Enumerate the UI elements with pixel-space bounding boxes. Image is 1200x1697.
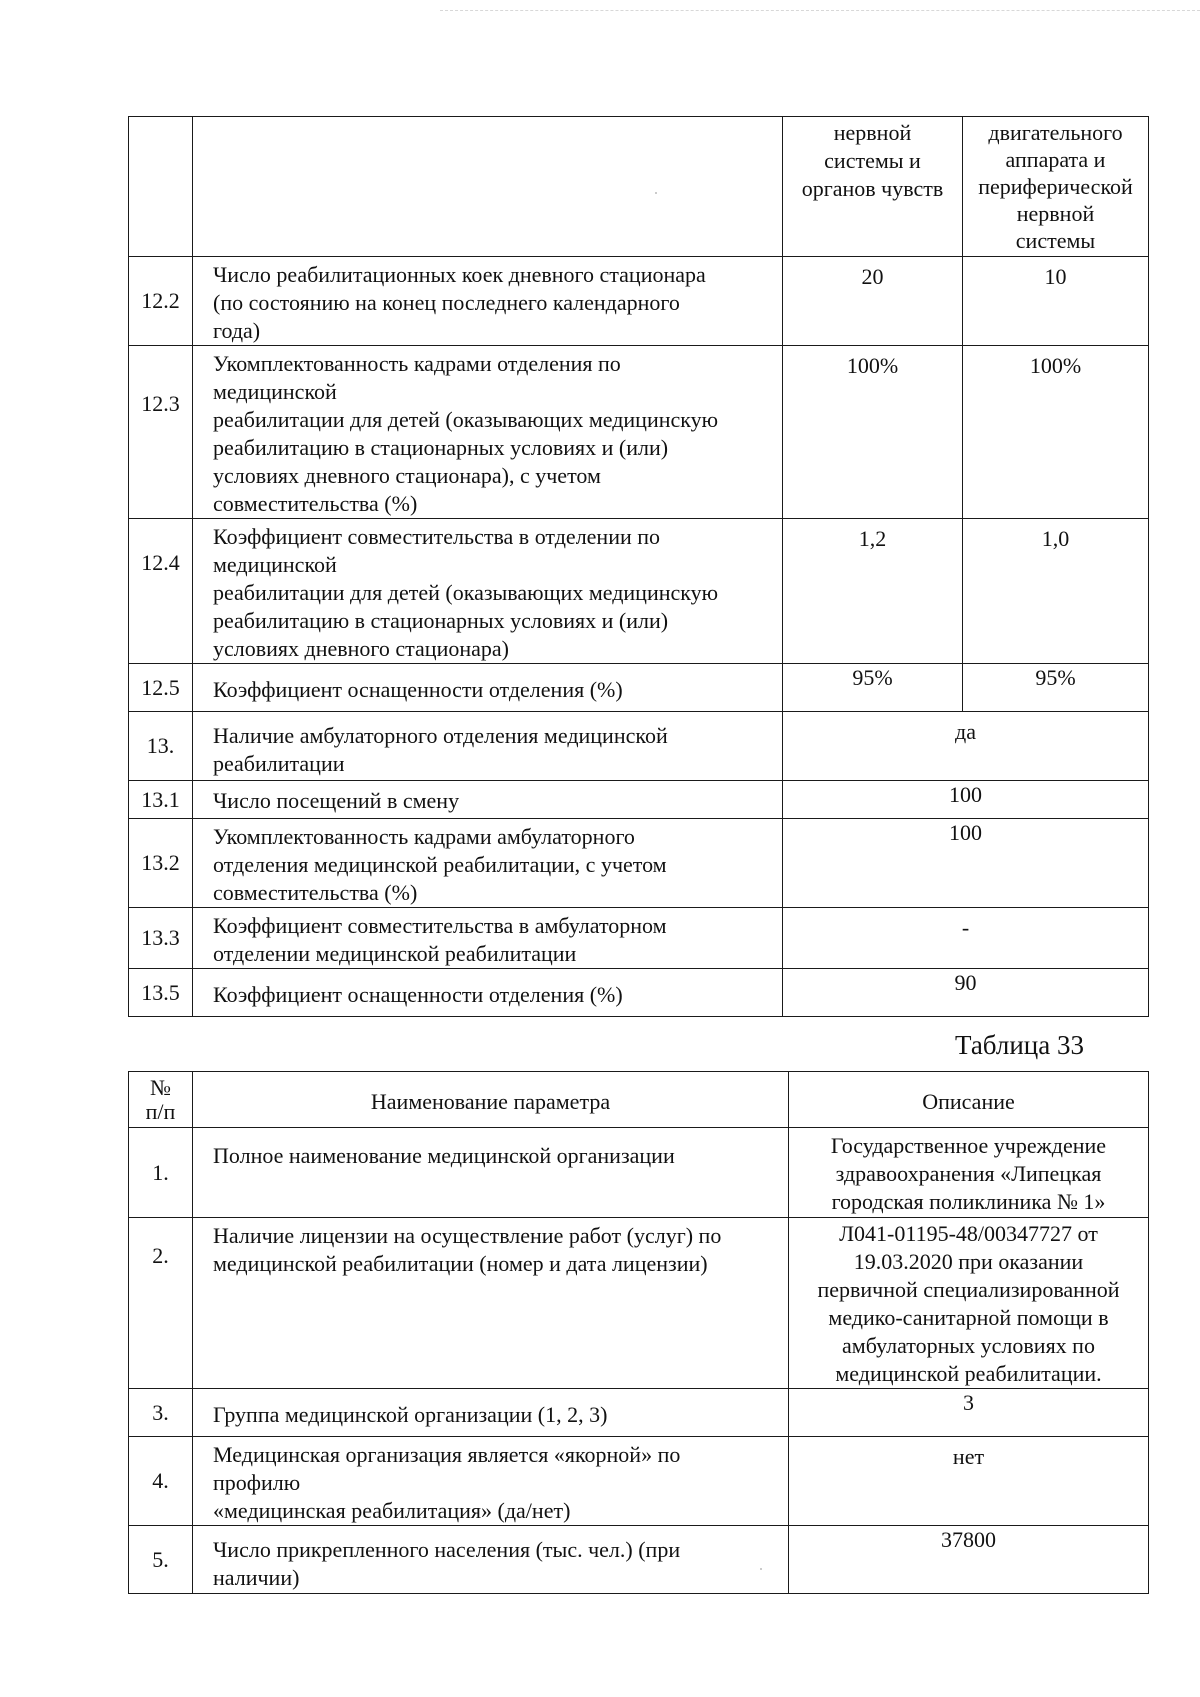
header-cell-empty: [129, 117, 193, 257]
header-parameter-name: Наименование параметра: [193, 1072, 789, 1128]
row-number: 4.: [129, 1437, 193, 1526]
table-row: [129, 712, 1149, 781]
table-header-row: [129, 1072, 1149, 1128]
row-name: Коэффициент совместительства в амбулаторном отделении медицинской реабилитации: [193, 908, 783, 969]
row-value: да: [783, 712, 1149, 781]
table-row: [129, 1437, 1149, 1526]
row-number: 13.5: [129, 969, 193, 1017]
header-cell-empty: [193, 117, 783, 257]
table-caption: Таблица 33: [955, 1030, 1084, 1060]
row-name: Коэффициент оснащенности отделения (%): [193, 664, 783, 712]
row-name: Коэффициент совместительства в отделении по медицинской реабилитации для детей (оказывающих медицинскую реабилитацию в стационарных условиях и (или) условиях дневного стационара): [193, 519, 783, 664]
row-value-1: 100%: [783, 346, 963, 519]
row-number: 13.: [129, 712, 193, 781]
table-row: [129, 519, 1149, 664]
row-name: Коэффициент оснащенности отделения (%): [193, 969, 783, 1017]
row-value-2: 100%: [963, 346, 1149, 519]
rehab-indicators-table: [128, 116, 1149, 1017]
row-value-2: 1,0: [963, 519, 1149, 664]
row-name: Число реабилитационных коек дневного стационара (по состоянию на конец последнего календарного года): [193, 257, 783, 346]
row-value-2: 10: [963, 257, 1149, 346]
table-row: [129, 1526, 1149, 1594]
row-name: Наличие амбулаторного отделения медицинской реабилитации: [193, 712, 783, 781]
table-row: [129, 969, 1149, 1017]
row-value: 100: [783, 819, 1149, 908]
row-number: 13.2: [129, 819, 193, 908]
table-row: [129, 664, 1149, 712]
row-description: 3: [789, 1389, 1149, 1437]
scan-artifact-line: [440, 10, 1200, 12]
table-row: [129, 257, 1149, 346]
row-description: нет: [789, 1437, 1149, 1526]
row-description: Государственное учреждение здравоохранения «Липецкая городская поликлиника № 1»: [789, 1128, 1149, 1218]
row-name: Медицинская организация является «якорной» по профилю «медицинская реабилитация» (да/нет): [193, 1437, 789, 1526]
header-number: № п/п: [129, 1072, 193, 1128]
table-row: [129, 1389, 1149, 1437]
row-name: Группа медицинской организации (1, 2, 3): [193, 1389, 789, 1437]
row-number: 13.3: [129, 908, 193, 969]
row-number: 12.5: [129, 664, 193, 712]
row-value-2: 95%: [963, 664, 1149, 712]
table-row: [129, 819, 1149, 908]
row-number: 12.2: [129, 257, 193, 346]
table-row: [129, 908, 1149, 969]
organization-info-table: [128, 1071, 1149, 1594]
row-value: 100: [783, 781, 1149, 819]
row-name: Число прикрепленного населения (тыс. чел.) (при наличии): [193, 1526, 789, 1594]
row-value: 90: [783, 969, 1149, 1017]
row-description: 37800: [789, 1526, 1149, 1594]
row-number: 13.1: [129, 781, 193, 819]
row-value-1: 95%: [783, 664, 963, 712]
table-row: [129, 1128, 1149, 1218]
row-name: Укомплектованность кадрами отделения по медицинской реабилитации для детей (оказывающих медицинскую реабилитацию в стационарных условиях и (или) условиях дневного стационара), с учетом совместительства (%): [193, 346, 783, 519]
row-name: Полное наименование медицинской организации: [193, 1128, 789, 1218]
row-name: Укомплектованность кадрами амбулаторного отделения медицинской реабилитации, с учетом совместительства (%): [193, 819, 783, 908]
header-nervous-system: нервной системы и органов чувств: [783, 117, 963, 257]
table-header-row: [129, 117, 1149, 257]
row-value-1: 20: [783, 257, 963, 346]
row-number: 12.3: [129, 346, 193, 519]
header-description: Описание: [789, 1072, 1149, 1128]
header-motor-system: двигательного аппарата и периферической нервной системы: [963, 117, 1149, 257]
table-row: [129, 781, 1149, 819]
row-number: 3.: [129, 1389, 193, 1437]
row-description: Л041-01195-48/00347727 от 19.03.2020 при оказании первичной специализированной медико-санитарной помощи в амбулаторных условиях по медицинской реабилитации.: [789, 1218, 1149, 1389]
row-name: Число посещений в смену: [193, 781, 783, 819]
row-value-1: 1,2: [783, 519, 963, 664]
row-number: 2.: [129, 1218, 193, 1389]
row-number: 1.: [129, 1128, 193, 1218]
table-row: [129, 1218, 1149, 1389]
row-value: -: [783, 908, 1149, 969]
table-row: [129, 346, 1149, 519]
row-number: 12.4: [129, 519, 193, 664]
row-number: 5.: [129, 1526, 193, 1594]
row-name: Наличие лицензии на осуществление работ (услуг) по медицинской реабилитации (номер и дата лицензии): [193, 1218, 789, 1389]
